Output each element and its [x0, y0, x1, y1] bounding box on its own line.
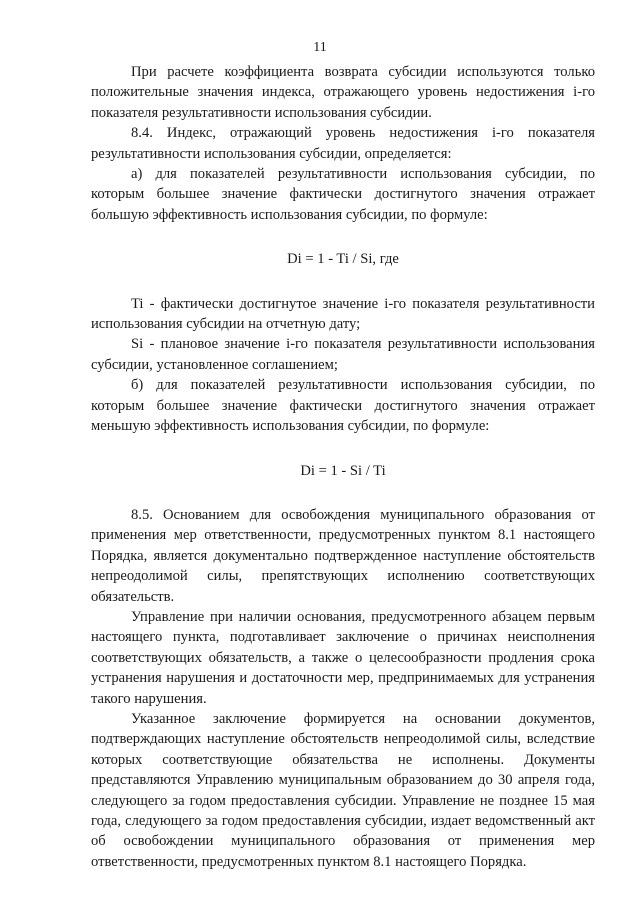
- paragraph-case-b: б) для показателей результативности использования субсидии, по которым большее значение фактически достигнутого значения отражает меньшую эффективность использования субсидии, по формуле:: [91, 377, 595, 435]
- paragraph-si-definition: Si - плановое значение i-го показателя результативности использования субсидии, установленное соглашением;: [91, 336, 595, 373]
- paragraph-ti-definition: Ti - фактически достигнутое значение i-го показателя результативности использования субсидии на отчетную дату;: [91, 295, 595, 333]
- paragraph-case-a: а) для показателей результативности использования субсидии, по которым большее значение фактически достигнутого значения отражает большую эффективность использования субсидии, по формуле:: [91, 166, 595, 223]
- document-body: [91, 62, 595, 872]
- paragraph-conclusion-prep: Управление при наличии основания, предусмотренного абзацем первым настоящего пункта, подготавливает заключение о причинах неисполнения соответствующих обязательств, а также о целесообразности продления срока устранения нарушения и достаточности мер, предпринимаемых для устранения такого нарушения.: [91, 608, 595, 707]
- paragraph-conclusion-basis: Указанное заключение формируется на основании документов, подтверждающих наступление обстоятельств непреодолимой силы, вследствие которых соответствующие обязательства не исполнены. Документы представляются Управлению муниципальным образованием до 30 апреля года, следующего за годом предоставления субсидии. Управление не позднее 15 мая года, следующего за годом предоставления субсидии, издает ведомственный акт об освобождении муниципального образования от применения мер ответственности, предусмотренных пунктом 8.1 настоящего Порядка.: [91, 710, 595, 870]
- paragraph-coefficient-note: При расчете коэффициента возврата субсидии используются только положительные значения индекса, отражающего уровень недостижения i-го показателя результативности использования субсидии.: [91, 64, 595, 121]
- formula-1: Di = 1 - Ti / Si, где: [287, 251, 399, 268]
- page-number: 11: [313, 40, 327, 55]
- formula-2: Di = 1 - Si / Ti: [300, 462, 386, 479]
- paragraph-8-5: 8.5. Основанием для освобождения муниципального образования от применения мер ответственности, предусмотренных пунктом 8.1 настоящего Порядка, является документально подтвержденное наступление обстоятельств непреодолимой силы, препятствующих исполнению соответствующих обязательств.: [91, 506, 595, 605]
- paragraph-8-4: 8.4. Индекс, отражающий уровень недостижения i-го показателя результативности использования субсидии, определяется:: [91, 125, 595, 162]
